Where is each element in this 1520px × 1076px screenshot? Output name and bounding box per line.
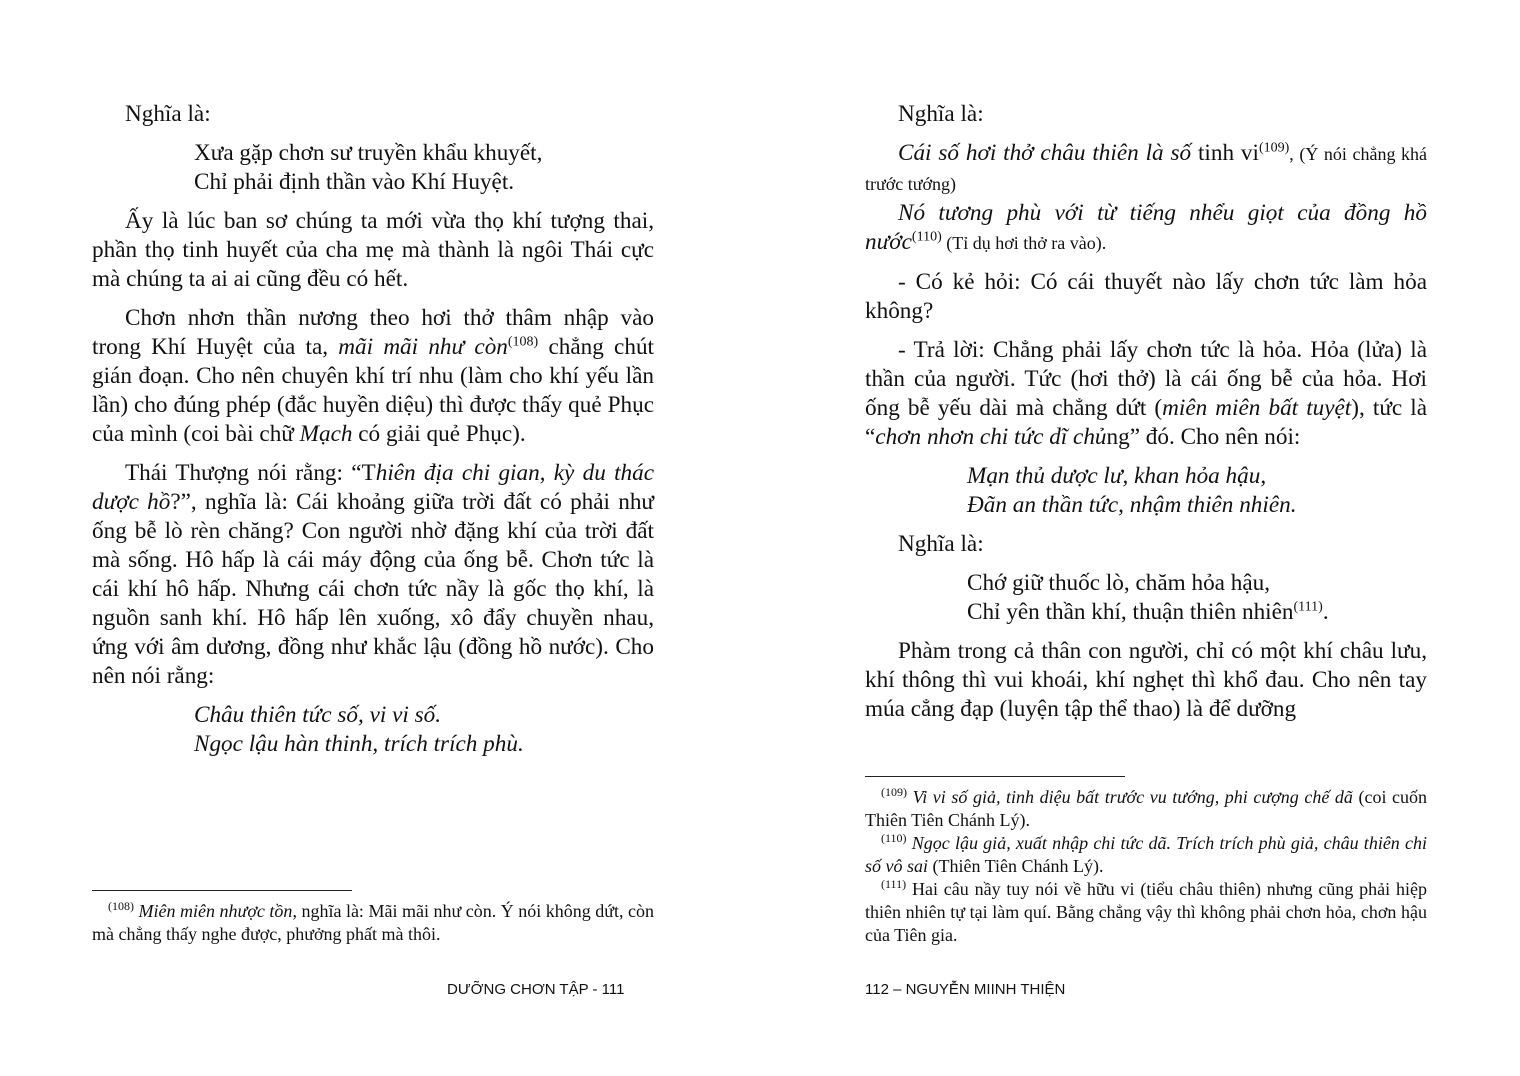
footnote-number: (109) — [881, 785, 907, 799]
text-run: ng” đó. Cho nên nói: — [1106, 424, 1301, 450]
text-run: , nghĩa là: Mãi mãi như còn. Ý nói không dứt, còn mà chẳng thấy nghe được, phưởng phất mà thôi. — [92, 901, 654, 944]
right-paragraph-2 — [865, 199, 1427, 258]
footnote-number: (108) — [108, 899, 134, 913]
italic-run: Mạch — [299, 421, 353, 447]
italic-run: chơn nhơn chi tức dĩ chủ — [875, 424, 1107, 450]
right-footnotes — [865, 786, 1427, 947]
right-page-footer: 112 – NGUYỄN MIINH THIỆN — [865, 981, 1066, 998]
italic-run: Nó tương phù với từ tiếng nhểu giọt của đồng hồ nước — [865, 200, 1427, 255]
footnote-108 — [92, 900, 654, 946]
footnote-ref-110[interactable]: (110) — [911, 229, 942, 245]
verse-line — [967, 598, 1427, 627]
right-verse-1 — [967, 462, 1427, 520]
right-label-nghia-la-2: Nghĩa là: — [898, 531, 984, 557]
text-run: (Thiên Tiên Chánh Lý). — [928, 856, 1104, 876]
italic-run: Ngọc lậu giả, xuất nhập chi tức dã. Trích trích phù giả, châu thiên chi số vô sai — [865, 833, 1428, 876]
italic-run: Vi vi số giả, tinh diệu bất trước vu tướng, phi cượng chế dã — [912, 787, 1353, 807]
footnote-ref-108[interactable]: (108) — [507, 334, 539, 350]
italic-run: Miên miên nhược tồn — [138, 901, 293, 921]
right-paragraph-3: - Có kẻ hỏi: Có cái thuyết nào lấy chơn tức làm hỏa không? — [865, 269, 1427, 324]
text-run: có giải quẻ Phục). — [352, 421, 526, 447]
right-label-nghia-la: Nghĩa là: — [898, 101, 984, 127]
left-verse-1 — [194, 139, 654, 197]
left-label-nghia-la: Nghĩa là: — [125, 101, 211, 127]
left-page — [92, 0, 654, 1076]
footnote-110 — [865, 832, 1427, 878]
verse-line: Đãn an thần tức, nhậm thiên nhiên. — [967, 492, 1297, 518]
left-page-body — [92, 100, 654, 769]
text-run: Hai câu nầy tuy nói về hữu vi (tiểu châu thiên) nhưng cũng phải hiệp thiên nhiên tự tại làm quí. Bằng chẳng vậy thì không phải chơn hỏa, chơn hậu của Tiên gia. — [865, 879, 1427, 945]
right-verse-2 — [967, 569, 1427, 627]
verse-line: Chớ giữ thuốc lò, chăm hỏa hậu, — [967, 570, 1271, 596]
verse-line: Xưa gặp chơn sư truyền khẩu khuyết, — [194, 140, 543, 166]
text-run: ), tức là “ — [865, 395, 1428, 450]
italic-run: miên miên bất tuyệt — [1162, 395, 1352, 421]
right-paragraph-5: Phàm trong cả thân con người, chỉ có một khí châu lưu, khí thông thì vui khoái, khí nghẹt thì khổ đau. Cho nên tay múa cẳng đạp (luyện tập thể thao) là để dưỡng — [865, 638, 1427, 722]
italic-run: hiên địa chi gian, kỳ du thác dược hồ — [92, 460, 655, 515]
footnote-number: (110) — [881, 831, 907, 845]
right-page-body — [865, 100, 1427, 734]
right-paragraph-4 — [865, 336, 1427, 452]
verse-line: Ngọc lậu hàn thinh, trích trích phù. — [194, 731, 524, 757]
right-paragraph-1 — [865, 139, 1427, 199]
text-run: Chơn nhơn thần nương theo hơi thở thâm nhập vào trong Khí Huyệt của ta, — [92, 305, 654, 360]
text-run: tinh vi — [1197, 140, 1259, 166]
footnote-divider — [92, 890, 352, 891]
left-paragraph-3 — [92, 304, 654, 449]
footnote-divider — [865, 776, 1125, 777]
text-run: - Trả lời: Chẳng phải lấy chơn tức là hỏa. Hỏa (lửa) là thần của người. Tức (hơi thở) là cái ống bễ của hỏa. Hơi ống bễ yếu dài mà chẳng dứt ( — [865, 337, 1427, 421]
text-run: . — [1322, 599, 1329, 625]
text-run: Chỉ yên thần khí, thuận thiên nhiên — [967, 599, 1294, 625]
text-run: (Tỉ dụ hơi thở ra vào). — [941, 233, 1107, 253]
footnote-111 — [865, 878, 1427, 947]
italic-run: mãi mãi như còn — [338, 334, 508, 360]
text-run: ?”, nghĩa là: Cái khoảng giữa trời đất có phải như ống bễ lò rèn chăng? Con người nhờ đặng khí của trời đất mà sống. Hô hấp là cái máy động của ống bễ. Chơn tức là cái khí hô hấp. Nhưng cái chơn tức nầy là gốc thọ khí, là nguồn sanh khí. Hô hấp lên xuống, xô đẩy chuyền nhau, ứng với âm dương, đồng như khắc lậu (đồng hồ nước). Cho nên nói rằng: — [92, 489, 654, 689]
verse-line: Chỉ phải định thần vào Khí Huyệt. — [194, 169, 515, 195]
left-page-footer: DƯỠNG CHƠN TẬP - 111 — [447, 981, 625, 998]
footnote-ref-111[interactable]: (111) — [1293, 599, 1323, 615]
text-run: , (Ý nói chẳng khá trước tướng) — [865, 144, 1428, 194]
left-paragraph-2: Ấy là lúc ban sơ chúng ta mới vừa thọ khí tượng thai, phần thọ tinh huyết của cha mẹ mà thành là ngôi Thái cực mà chúng ta ai ai cũng đều có hết. — [92, 208, 654, 292]
left-verse-2 — [194, 701, 654, 759]
text-run: Thái Thượng nói rằng: “T — [125, 460, 376, 486]
footnote-109 — [865, 786, 1427, 832]
verse-line: Mạn thủ dược lư, khan hỏa hậu, — [967, 463, 1267, 489]
left-paragraph-4 — [92, 459, 654, 691]
left-footnotes — [92, 900, 654, 946]
text-run: (coi cuốn Thiên Tiên Chánh Lý). — [865, 787, 1428, 830]
footnote-number: (111) — [881, 877, 907, 891]
verse-line: Châu thiên tức số, vi vi số. — [194, 702, 442, 728]
right-page — [865, 0, 1427, 1076]
footnote-ref-109[interactable]: (109) — [1258, 140, 1290, 156]
text-run: chẳng chút gián đoạn. Cho nên chuyên khí trí nhu (làm cho khí yếu lần lần) cho đúng phép (đắc huyền diệu) thì được thấy quẻ Phục của mình (coi bài chữ — [92, 334, 654, 447]
italic-run: Cái số hơi thở châu thiên là số — [898, 140, 1198, 166]
